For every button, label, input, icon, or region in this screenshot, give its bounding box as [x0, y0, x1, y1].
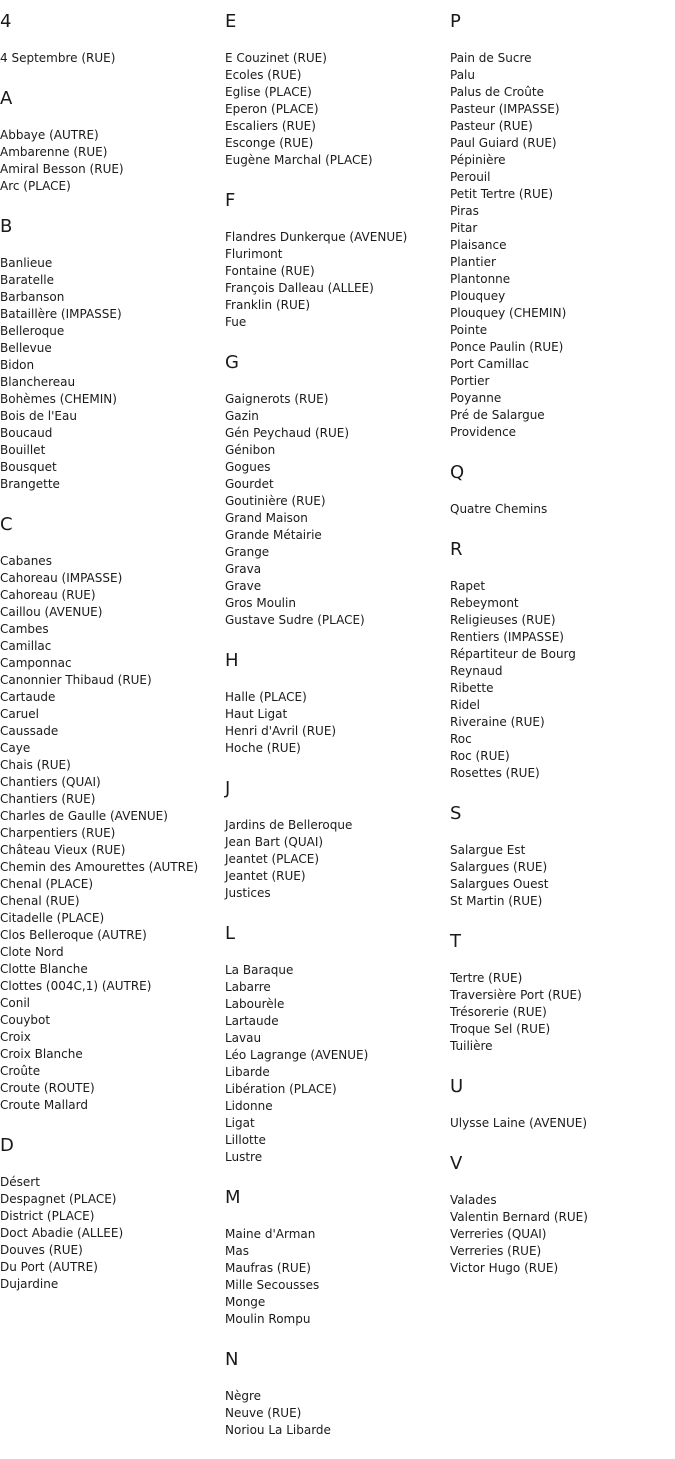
- street-link[interactable]: Haut Ligat: [225, 707, 288, 721]
- street-link[interactable]: Chenal (PLACE): [0, 877, 93, 891]
- street-link[interactable]: Henri d'Avril (RUE): [225, 724, 337, 738]
- street-link[interactable]: Ulysse Laine (AVENUE): [450, 1116, 588, 1130]
- street-link[interactable]: Franklin (RUE): [225, 298, 311, 312]
- letter-group: [225, 189, 450, 331]
- street-link[interactable]: Ribette: [450, 681, 494, 695]
- street-link[interactable]: Reynaud: [450, 664, 503, 678]
- street-link[interactable]: Palus de Croûte: [450, 85, 544, 99]
- street-link[interactable]: Rapet: [450, 579, 486, 593]
- street-link[interactable]: Jean Bart (QUAI): [225, 835, 324, 849]
- street-link[interactable]: Camponnac: [0, 656, 72, 670]
- street-link[interactable]: Dujardine: [0, 1277, 59, 1291]
- street-link[interactable]: Charles de Gaulle (AVENUE): [0, 809, 168, 823]
- street-list: [450, 1192, 675, 1277]
- street-link[interactable]: Labarre: [225, 980, 271, 994]
- letter-group: [225, 777, 450, 902]
- letter-heading: D: [0, 1135, 14, 1156]
- street-link[interactable]: La Baraque: [225, 963, 294, 977]
- street-link[interactable]: Couybot: [0, 1013, 51, 1027]
- street-link[interactable]: Jardins de Belleroque: [225, 818, 353, 832]
- letter-heading: U: [450, 1076, 464, 1097]
- street-link[interactable]: Flandres Dunkerque (AVENUE): [225, 230, 408, 244]
- street-link[interactable]: Bousquet: [0, 460, 57, 474]
- street-link[interactable]: Camillac: [0, 639, 52, 653]
- street-link[interactable]: Trésorerie (RUE): [450, 1005, 547, 1019]
- letter-heading: T: [450, 931, 461, 952]
- street-link[interactable]: Grange: [225, 545, 270, 559]
- street-link[interactable]: Charpentiers (RUE): [0, 826, 116, 840]
- street-link[interactable]: Valentin Bernard (RUE): [450, 1210, 588, 1224]
- street-link[interactable]: Bellevue: [0, 341, 52, 355]
- street-link[interactable]: Canonnier Thibaud (RUE): [0, 673, 152, 687]
- letter-group: [225, 649, 450, 757]
- letter-group: [0, 1134, 225, 1293]
- letter-heading: B: [0, 216, 13, 237]
- street-link[interactable]: Clos Belleroque (AUTRE): [0, 928, 147, 942]
- street-link[interactable]: Maine d'Arman: [225, 1227, 316, 1241]
- letter-heading: Q: [450, 462, 465, 483]
- street-link[interactable]: Valades: [450, 1193, 497, 1207]
- street-link[interactable]: Amiral Besson (RUE): [0, 162, 124, 176]
- street-list: [225, 689, 450, 757]
- street-link[interactable]: Salargues Ouest: [450, 877, 549, 891]
- street-link[interactable]: Religieuses (RUE): [450, 613, 556, 627]
- letter-group: [450, 538, 675, 782]
- street-link[interactable]: Verreries (RUE): [450, 1244, 542, 1258]
- street-link[interactable]: Monge: [225, 1295, 266, 1309]
- street-link[interactable]: Fontaine (RUE): [225, 264, 315, 278]
- street-link[interactable]: Clotte Blanche: [0, 962, 88, 976]
- street-link[interactable]: Traversière Port (RUE): [450, 988, 582, 1002]
- street-link[interactable]: Château Vieux (RUE): [0, 843, 126, 857]
- street-link[interactable]: Gustave Sudre (PLACE): [225, 613, 365, 627]
- street-link[interactable]: Halle (PLACE): [225, 690, 307, 704]
- street-link[interactable]: Quatre Chemins: [450, 502, 548, 516]
- street-link[interactable]: Flurimont: [225, 247, 283, 261]
- street-link[interactable]: Caruel: [0, 707, 39, 721]
- street-link[interactable]: Ligat: [225, 1116, 255, 1130]
- letter-group: [450, 1152, 675, 1277]
- street-link[interactable]: Cambes: [0, 622, 49, 636]
- street-link[interactable]: Grande Métairie: [225, 528, 322, 542]
- street-link[interactable]: Labourèle: [225, 997, 285, 1011]
- street-link[interactable]: Plouquey (CHEMIN): [450, 306, 567, 320]
- street-link[interactable]: Bohèmes (CHEMIN): [0, 392, 117, 406]
- letter-heading: L: [225, 923, 236, 944]
- letter-group: [450, 802, 675, 910]
- street-link[interactable]: Ambarenne (RUE): [0, 145, 108, 159]
- street-link[interactable]: Répartiteur de Bourg: [450, 647, 576, 661]
- street-link[interactable]: Ecoles (RUE): [225, 68, 302, 82]
- letter-heading: H: [225, 650, 239, 671]
- street-link[interactable]: Pépinière: [450, 153, 506, 167]
- street-link[interactable]: Lavau: [225, 1031, 262, 1045]
- street-index-column-1: [0, 10, 225, 1313]
- street-link[interactable]: Chais (RUE): [0, 758, 71, 772]
- street-link[interactable]: Chemin des Amourettes (AUTRE): [0, 860, 199, 874]
- street-link[interactable]: Caussade: [0, 724, 59, 738]
- street-link[interactable]: Douves (RUE): [0, 1243, 83, 1257]
- street-link[interactable]: Bois de l'Eau: [0, 409, 77, 423]
- street-link[interactable]: Lillotte: [225, 1133, 266, 1147]
- letter-heading: R: [450, 539, 463, 560]
- street-link[interactable]: Belleroque: [0, 324, 65, 338]
- letter-group: [0, 513, 225, 1114]
- street-link[interactable]: Perouil: [450, 170, 491, 184]
- street-link[interactable]: Verreries (QUAI): [450, 1227, 547, 1241]
- street-link[interactable]: Victor Hugo (RUE): [450, 1261, 559, 1275]
- street-link[interactable]: François Dalleau (ALLEE): [225, 281, 374, 295]
- street-link[interactable]: Roc: [450, 732, 472, 746]
- street-link[interactable]: Paul Guiard (RUE): [450, 136, 557, 150]
- street-list: [225, 962, 450, 1166]
- letter-heading: M: [225, 1187, 241, 1208]
- street-link[interactable]: Croute Mallard: [0, 1098, 88, 1112]
- street-list: [225, 1388, 450, 1439]
- street-link[interactable]: Gazin: [225, 409, 259, 423]
- letter-group: [450, 930, 675, 1055]
- street-list: [450, 50, 675, 441]
- street-link[interactable]: Moulin Rompu: [225, 1312, 311, 1326]
- letter-heading: G: [225, 352, 239, 373]
- street-link[interactable]: Doct Abadie (ALLEE): [0, 1226, 124, 1240]
- street-list: [225, 1226, 450, 1328]
- street-index-column-2: [225, 10, 450, 1459]
- street-list: [225, 229, 450, 331]
- street-link[interactable]: Barbanson: [0, 290, 65, 304]
- street-link[interactable]: Rebeymont: [450, 596, 519, 610]
- street-link[interactable]: Riveraine (RUE): [450, 715, 545, 729]
- street-link[interactable]: Cahoreau (IMPASSE): [0, 571, 123, 585]
- street-list: [0, 553, 225, 1114]
- street-link[interactable]: Maufras (RUE): [225, 1261, 311, 1275]
- street-link[interactable]: Poyanne: [450, 391, 502, 405]
- street-index-column-3: [450, 10, 675, 1297]
- street-link[interactable]: Lidonne: [225, 1099, 273, 1113]
- street-link[interactable]: Pasteur (RUE): [450, 119, 533, 133]
- street-link[interactable]: Croute (ROUTE): [0, 1081, 95, 1095]
- letter-group: [0, 215, 225, 493]
- street-link[interactable]: 4 Septembre (RUE): [0, 51, 116, 65]
- street-link[interactable]: Chenal (RUE): [0, 894, 80, 908]
- letter-heading: E: [225, 11, 237, 32]
- street-link[interactable]: Cahoreau (RUE): [0, 588, 96, 602]
- street-link[interactable]: Nègre: [225, 1389, 262, 1403]
- street-link[interactable]: Roc (RUE): [450, 749, 510, 763]
- street-list: [225, 817, 450, 902]
- street-link[interactable]: Libération (PLACE): [225, 1082, 337, 1096]
- street-list: [225, 391, 450, 629]
- street-link[interactable]: Eperon (PLACE): [225, 102, 319, 116]
- street-list: [225, 50, 450, 169]
- street-link[interactable]: Ridel: [450, 698, 481, 712]
- letter-heading: V: [450, 1153, 463, 1174]
- street-link[interactable]: Baratelle: [0, 273, 55, 287]
- letter-group: [225, 1186, 450, 1328]
- street-link[interactable]: Mille Secousses: [225, 1278, 320, 1292]
- letter-group: [450, 10, 675, 441]
- street-link[interactable]: Port Camillac: [450, 357, 529, 371]
- street-link[interactable]: Lartaude: [225, 1014, 279, 1028]
- street-link[interactable]: Pitar: [450, 221, 478, 235]
- street-link[interactable]: Plaisance: [450, 238, 507, 252]
- street-link[interactable]: Petit Tertre (RUE): [450, 187, 553, 201]
- street-link[interactable]: Fue: [225, 315, 247, 329]
- street-link[interactable]: Pasteur (IMPASSE): [450, 102, 560, 116]
- street-link[interactable]: Gén Peychaud (RUE): [225, 426, 350, 440]
- street-link[interactable]: St Martin (RUE): [450, 894, 543, 908]
- street-link[interactable]: Clote Nord: [0, 945, 64, 959]
- letter-group: [225, 1348, 450, 1439]
- letter-group: [450, 1075, 675, 1132]
- street-link[interactable]: Banlieue: [0, 256, 53, 270]
- street-link[interactable]: Despagnet (PLACE): [0, 1192, 117, 1206]
- street-link[interactable]: Jeantet (PLACE): [225, 852, 320, 866]
- street-link[interactable]: Abbaye (AUTRE): [0, 128, 99, 142]
- street-link[interactable]: Croix Blanche: [0, 1047, 83, 1061]
- street-link[interactable]: Ponce Paulin (RUE): [450, 340, 564, 354]
- street-link[interactable]: Génibon: [225, 443, 276, 457]
- street-list: [0, 1174, 225, 1293]
- street-list: [450, 501, 675, 518]
- street-link[interactable]: Pain de Sucre: [450, 51, 532, 65]
- street-link[interactable]: Plantier: [450, 255, 496, 269]
- letter-group: [225, 351, 450, 629]
- street-link[interactable]: Mas: [225, 1244, 249, 1258]
- letter-heading: F: [225, 190, 236, 211]
- street-link[interactable]: Arc (PLACE): [0, 179, 71, 193]
- street-link[interactable]: Pointe: [450, 323, 488, 337]
- street-link[interactable]: Croix: [0, 1030, 31, 1044]
- street-link[interactable]: Citadelle (PLACE): [0, 911, 105, 925]
- street-link[interactable]: E Couzinet (RUE): [225, 51, 327, 65]
- street-link[interactable]: Noriou La Libarde: [225, 1423, 331, 1437]
- street-link[interactable]: Palu: [450, 68, 475, 82]
- street-link[interactable]: District (PLACE): [0, 1209, 95, 1223]
- street-link[interactable]: Providence: [450, 425, 517, 439]
- letter-heading: 4: [0, 11, 12, 32]
- street-link[interactable]: Désert: [0, 1175, 40, 1189]
- street-link[interactable]: Rentiers (IMPASSE): [450, 630, 564, 644]
- street-link[interactable]: Jeantet (RUE): [225, 869, 306, 883]
- street-link[interactable]: Blanchereau: [0, 375, 76, 389]
- street-link[interactable]: Chantiers (QUAI): [0, 775, 101, 789]
- street-link[interactable]: Tuilière: [450, 1039, 493, 1053]
- street-link[interactable]: Plouquey: [450, 289, 506, 303]
- street-list: [450, 970, 675, 1055]
- street-list: [450, 578, 675, 782]
- street-link[interactable]: Grave: [225, 579, 262, 593]
- street-link[interactable]: Portier: [450, 374, 490, 388]
- street-list: [0, 50, 225, 67]
- street-link[interactable]: Troque Sel (RUE): [450, 1022, 551, 1036]
- street-list: [0, 127, 225, 195]
- street-link[interactable]: Eugène Marchal (PLACE): [225, 153, 373, 167]
- street-list: [0, 255, 225, 493]
- street-link[interactable]: Esconge (RUE): [225, 136, 314, 150]
- street-link[interactable]: Salargues (RUE): [450, 860, 548, 874]
- street-link[interactable]: Léo Lagrange (AVENUE): [225, 1048, 369, 1062]
- street-link[interactable]: Brangette: [0, 477, 60, 491]
- street-link[interactable]: Piras: [450, 204, 479, 218]
- street-link[interactable]: Eglise (PLACE): [225, 85, 312, 99]
- street-link[interactable]: Escaliers (RUE): [225, 119, 316, 133]
- street-link[interactable]: Boucaud: [0, 426, 53, 440]
- street-link[interactable]: Bouillet: [0, 443, 46, 457]
- street-list: [450, 842, 675, 910]
- letter-heading: A: [0, 88, 13, 109]
- street-link[interactable]: Caye: [0, 741, 31, 755]
- street-link[interactable]: Gogues: [225, 460, 271, 474]
- street-link[interactable]: Cabanes: [0, 554, 52, 568]
- street-link[interactable]: Hoche (RUE): [225, 741, 301, 755]
- street-link[interactable]: Neuve (RUE): [225, 1406, 302, 1420]
- street-link[interactable]: Clottes (004C,1) (AUTRE): [0, 979, 152, 993]
- street-link[interactable]: Pré de Salargue: [450, 408, 545, 422]
- street-link[interactable]: Plantonne: [450, 272, 511, 286]
- street-link[interactable]: Gaignerots (RUE): [225, 392, 329, 406]
- street-list: [450, 1115, 675, 1132]
- street-link[interactable]: Tertre (RUE): [450, 971, 523, 985]
- street-link[interactable]: Gros Moulin: [225, 596, 296, 610]
- street-link[interactable]: Goutinière (RUE): [225, 494, 326, 508]
- street-link[interactable]: Justices: [225, 886, 271, 900]
- street-link[interactable]: Grand Maison: [225, 511, 308, 525]
- street-link[interactable]: Gourdet: [225, 477, 274, 491]
- street-link[interactable]: Croûte: [0, 1064, 41, 1078]
- letter-heading: S: [450, 803, 462, 824]
- letter-group: [225, 10, 450, 169]
- street-link[interactable]: Bataillère (IMPASSE): [0, 307, 122, 321]
- street-link[interactable]: Cartaude: [0, 690, 56, 704]
- street-link[interactable]: Lustre: [225, 1150, 263, 1164]
- street-link[interactable]: Conil: [0, 996, 30, 1010]
- street-link[interactable]: Bidon: [0, 358, 35, 372]
- letter-heading: N: [225, 1349, 239, 1370]
- letter-group: [0, 10, 225, 67]
- letter-heading: J: [225, 778, 231, 799]
- street-link[interactable]: Grava: [225, 562, 262, 576]
- street-link[interactable]: Chantiers (RUE): [0, 792, 96, 806]
- letter-group: [225, 922, 450, 1166]
- street-link[interactable]: Caillou (AVENUE): [0, 605, 103, 619]
- letter-group: [450, 461, 675, 518]
- letter-heading: C: [0, 514, 13, 535]
- street-link[interactable]: Libarde: [225, 1065, 270, 1079]
- street-link[interactable]: Rosettes (RUE): [450, 766, 540, 780]
- letter-group: [0, 87, 225, 195]
- street-link[interactable]: Du Port (AUTRE): [0, 1260, 98, 1274]
- letter-heading: P: [450, 11, 461, 32]
- street-link[interactable]: Salargue Est: [450, 843, 526, 857]
